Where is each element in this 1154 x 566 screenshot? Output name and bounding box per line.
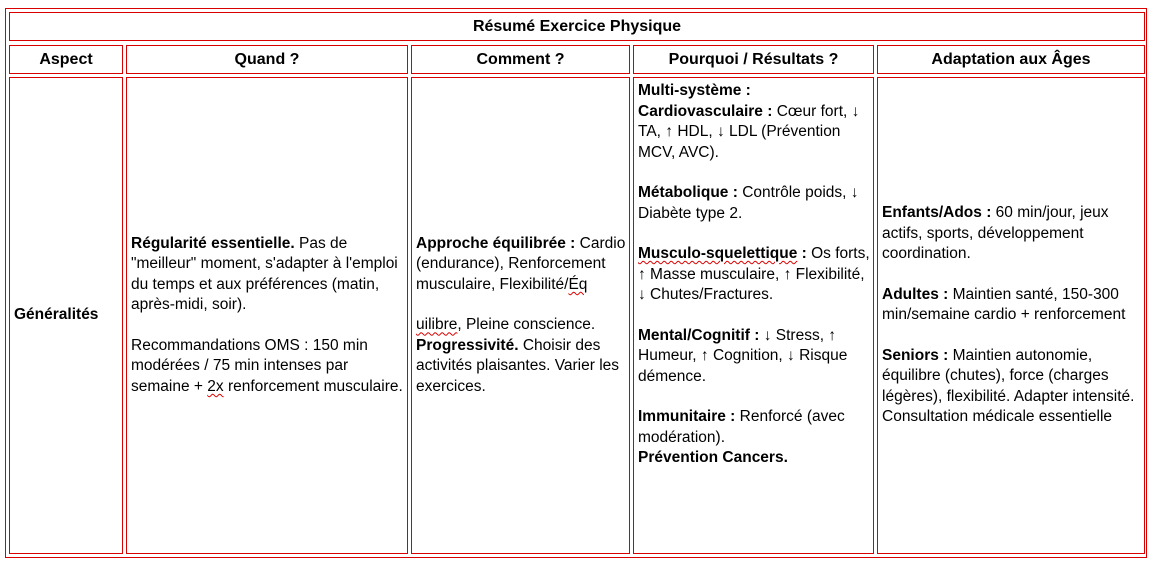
quand-paragraph: Régularité essentielle. Pas de "meilleur" moment, s'adapter à l'emploi du temps et aux préférences (matin, après-midi, soir). (131, 234, 398, 314)
pourquoi-meta: Métabolique : Contrôle poids, ↓ Diabète type 2. (638, 184, 859, 222)
comment-paragraph-1: Approche équilibrée : Cardio (endurance), Renforcement musculaire, Flexibilité/Éq (416, 234, 626, 293)
adaptation-seniors: Seniors : Maintien autonomie, équilibre (chutes), force (charges légères), flexibilité. Adapter intensité. Consultation médicale essentielle (882, 346, 1135, 426)
comment-paragraph-1b: uilibre, Pleine conscience. (416, 316, 596, 334)
aspect-label: Généralités (14, 306, 99, 324)
pourquoi-cardio: Cardiovasculaire : Cœur fort, ↓ TA, ↑ HDL, ↓ LDL (Prévention MCV, AVC). (638, 102, 860, 161)
pourquoi-mental: Mental/Cognitif : ↓ Stress, ↑ Humeur, ↑ Cognition, ↓ Risque démence. (638, 326, 848, 385)
pourquoi-immun: Immunitaire : Renforcé (avec modération). (638, 408, 845, 446)
cell-pourquoi: Multi-système : Cardiovasculaire : Cœur fort, ↓ TA, ↑ HDL, ↓ LDL (Prévention MCV, AVC). Métabolique : Contrôle poids, ↓ Diabète type 2. Musculo-squelettique : Os forts, ↑ Masse musculaire, ↑ Flexibilité, ↓ Chutes/Fractures. Mental/Cognitif : ↓ Stress, ↑ Humeur, ↑ Cognition, ↓ Risque démence. Immunitaire : Renforcé (avec modération). Prévention Cancers. (633, 77, 874, 554)
comment-paragraph-2: Progressivité. Choisir des activités plaisantes. Varier les exercices. (416, 336, 620, 395)
quand-oms-paragraph: Recommandations OMS : 150 min modérées / 75 min intenses par semaine + 2x renforcement musculaire. (131, 336, 403, 395)
pourquoi-musculo: Musculo-squelettique : Os forts, ↑ Masse musculaire, ↑ Flexibilité, ↓ Chutes/Fractures. (638, 245, 870, 303)
cell-quand (126, 77, 408, 554)
adaptation-enfants: Enfants/Ados : 60 min/jour, jeux actifs, sports, développement coordination. (882, 204, 1109, 263)
header-pourquoi: Pourquoi / Résultats ? (633, 45, 874, 74)
header-aspect: Aspect (9, 45, 123, 74)
header-comment: Comment ? (411, 45, 630, 74)
cell-aspect (9, 77, 123, 554)
header-quand: Quand ? (126, 45, 408, 74)
adaptation-adultes: Adultes : Maintien santé, 150-300 min/semaine cardio + renforcement (882, 285, 1126, 324)
cell-comment (411, 77, 630, 554)
cell-adaptation (877, 77, 1145, 554)
table-title: Résumé Exercice Physique (9, 12, 1145, 41)
pourquoi-cancer: Prévention Cancers. (638, 449, 788, 466)
header-adaptation: Adaptation aux Âges (877, 45, 1145, 74)
